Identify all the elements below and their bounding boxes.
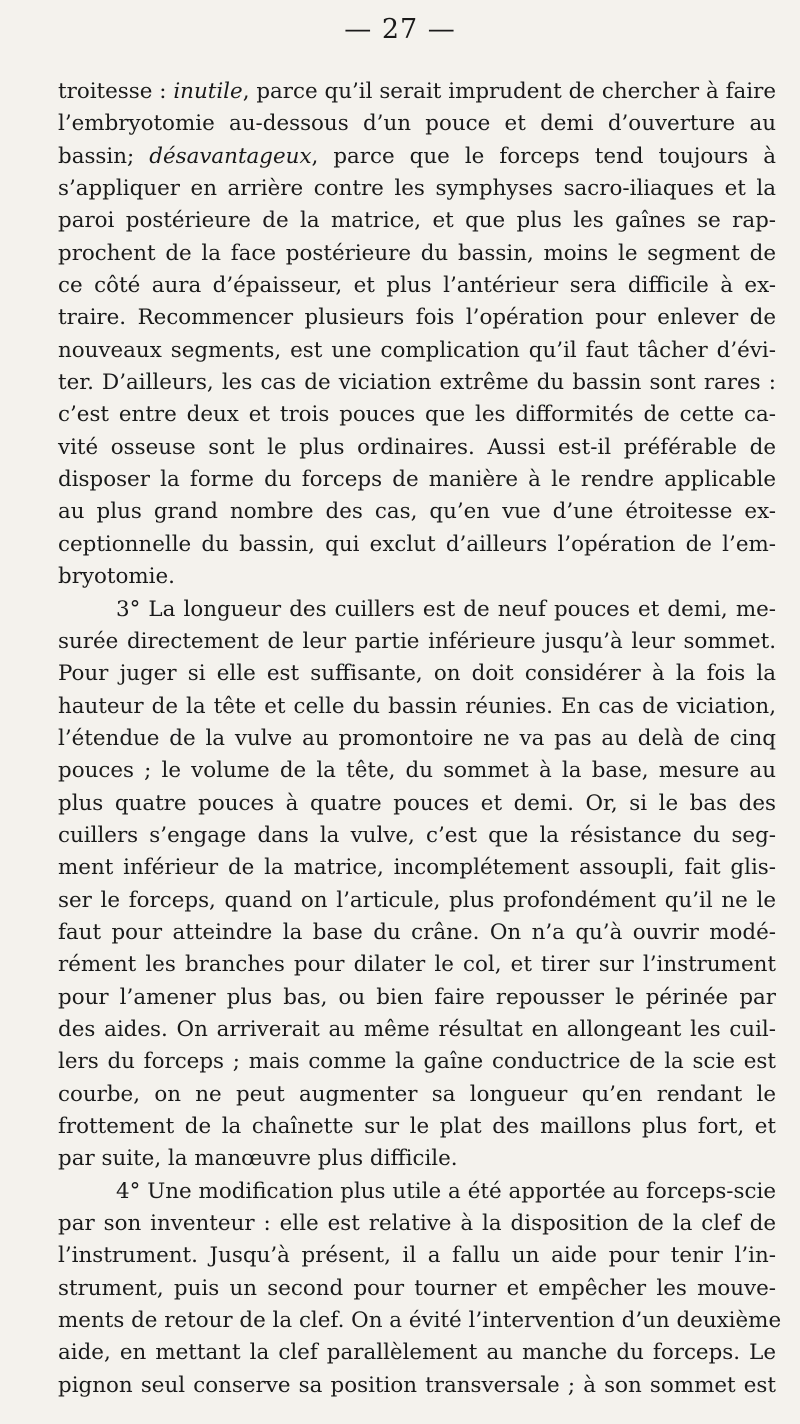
text-line: ser le forceps, quand on l’articule, plus profondément qu’il ne le (58, 887, 776, 913)
text-line: par suite, la manœuvre plus difficile. (58, 1146, 458, 1172)
text-line: paroi postérieure de la matrice, et que plus les gaînes se rap- (58, 208, 776, 234)
text-line: ce côté aura d’épaisseur, et plus l’antérieur sera difficile à ex- (58, 273, 776, 299)
text-line: ment inférieur de la matrice, incomplétement assoupli, fait glis- (58, 855, 776, 881)
text-line: vité osseuse sont le plus ordinaires. Aussi est-il préférable de (58, 434, 776, 460)
text-line: l’étendue de la vulve au promontoire ne va pas au delà de cinq (58, 725, 776, 751)
text-line: des aides. On arriverait au même résultat en allongeant les cuil- (58, 1016, 776, 1042)
text-line: strument, puis un second pour tourner et empêcher les mouve- (58, 1275, 776, 1301)
text-line: surée directement de leur partie inférieure jusqu’à leur sommet. (58, 628, 776, 654)
text-line: par son inventeur : elle est relative à la disposition de la clef de (58, 1211, 776, 1237)
text-line: au plus grand nombre des cas, qu’en vue d’une étroitesse ex- (58, 499, 776, 525)
text-line: prochent de la face postérieure du bassin, moins le segment de (58, 240, 776, 266)
text-line: hauteur de la tête et celle du bassin réunies. En cas de viciation, (58, 693, 776, 719)
text-line: pour l’amener plus bas, ou bien faire repousser le périnée par (58, 984, 776, 1010)
text-line: frottement de la chaînette sur le plat des maillons plus fort, et (58, 1114, 776, 1139)
text-line: pouces ; le volume de la tête, du sommet à la base, mesure au (58, 758, 776, 784)
text-line: s’appliquer en arrière contre les symphyses sacro-iliaques et la (58, 176, 776, 202)
text-line: traire. Recommencer plusieurs fois l’opération pour enlever de (58, 305, 776, 331)
text-line: l’embryotomie au-dessous d’un pouce et demi d’ouverture au (58, 111, 776, 137)
text-line: courbe, on ne peut augmenter sa longueur qu’en rendant le (58, 1081, 776, 1107)
text-line: cuillers s’engage dans la vulve, c’est que la résistance du seg- (58, 822, 776, 848)
text-line: rément les branches pour dilater le col, et tirer sur l’instrument (58, 952, 776, 978)
text-line: bryotomie. (58, 564, 175, 590)
emphasis: inutile (173, 79, 243, 104)
text-line: 3° La longueur des cuillers est de neuf pouces et demi, me- (116, 596, 776, 622)
text-line: ments de retour de la clef. On a évité l’intervention d’un deuxième (58, 1308, 782, 1334)
body-text (58, 76, 782, 1402)
text-line: ter. D’ailleurs, les cas de viciation extrême du bassin sont rares : (58, 370, 776, 396)
text-line: c’est entre deux et trois pouces que les difformités de cette ca- (58, 402, 776, 428)
text-line: faut pour atteindre la base du crâne. On n’a qu’à ouvrir modé- (58, 919, 776, 945)
text-line: bassin; désavantageux, parce que le forceps tend toujours à (58, 143, 776, 169)
text-line: troitesse : inutile, parce qu’il serait imprudent de chercher à faire (58, 79, 776, 104)
text-line: l’instrument. Jusqu’à présent, il a fallu un aide pour tenir l’in- (58, 1243, 776, 1269)
text-line: 4° Une modification plus utile a été apportée au forceps-scie (116, 1178, 776, 1204)
text-line: ceptionnelle du bassin, qui exclut d’ailleurs l’opération de l’em- (58, 531, 776, 557)
text-line: disposer la forme du forceps de manière à le rendre applicable (58, 467, 776, 493)
text-line: nouveaux segments, est une complication qu’il faut tâcher d’évi- (58, 337, 776, 363)
text-line: aide, en mettant la clef parallèlement au manche du forceps. Le (58, 1340, 776, 1366)
emphasis: désavantageux (149, 143, 312, 169)
text-line: plus quatre pouces à quatre pouces et demi. Or, si le bas des (58, 790, 776, 816)
text-line: lers du forceps ; mais comme la gaîne conductrice de la scie est (58, 1049, 776, 1075)
page-number: — 27 — (344, 14, 456, 45)
text-line: Pour juger si elle est suffisante, on doit considérer à la fois la (58, 661, 776, 687)
text-line: pignon seul conserve sa position transversale ; à son sommet est (58, 1372, 776, 1398)
